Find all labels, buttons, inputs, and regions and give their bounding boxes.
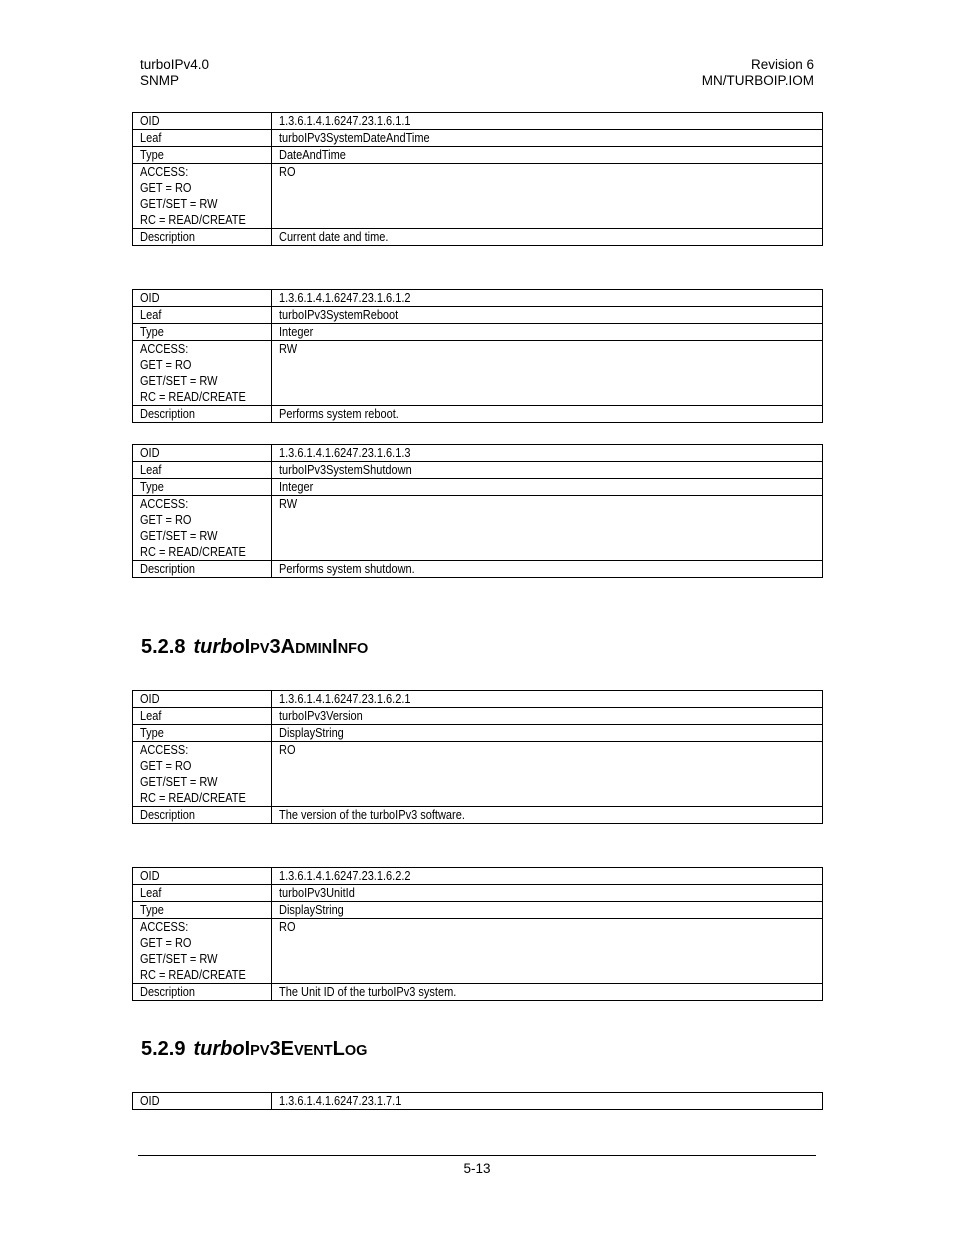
type-label: Type	[140, 325, 164, 339]
oid-label: OID	[140, 1094, 160, 1108]
oid-value: 1.3.6.1.4.1.6247.23.1.6.1.1	[279, 114, 411, 128]
access-getset-label: GET/SET = RW	[140, 197, 218, 211]
description-label: Description	[140, 230, 196, 244]
oid-label: OID	[140, 692, 160, 706]
table-row	[133, 147, 823, 164]
oid-value: 1.3.6.1.4.1.6247.23.1.6.1.2	[279, 291, 411, 305]
access-get-label: GET = RO	[140, 759, 192, 773]
access-value: RO	[279, 743, 296, 757]
product-name: turboIPv4.0	[140, 57, 210, 72]
type-label: Type	[140, 903, 164, 917]
table-row	[133, 725, 823, 742]
oid-value: 1.3.6.1.4.1.6247.23.1.7.1	[279, 1094, 402, 1108]
oid-value: 1.3.6.1.4.1.6247.23.1.6.2.1	[279, 692, 411, 706]
access-get-label: GET = RO	[140, 936, 192, 950]
access-get-label: GET = RO	[140, 358, 192, 372]
leaf-label: Leaf	[140, 709, 162, 723]
oid-label: OID	[140, 869, 160, 883]
description-value: The Unit ID of the turboIPv3 system.	[279, 985, 457, 999]
oid-value: 1.3.6.1.4.1.6247.23.1.6.2.2	[279, 869, 411, 883]
leaf-label: Leaf	[140, 886, 162, 900]
table-row	[133, 708, 823, 725]
oid-value: 1.3.6.1.4.1.6247.23.1.6.1.3	[279, 446, 411, 460]
type-label: Type	[140, 726, 164, 740]
table-row	[133, 113, 823, 130]
leaf-value: turboIPv3SystemReboot	[279, 308, 399, 322]
section-heading-event-log	[141, 1037, 367, 1063]
table-row	[133, 807, 823, 824]
table-row	[133, 307, 823, 324]
type-value: DisplayString	[279, 903, 344, 917]
table-row	[133, 902, 823, 919]
access-label: ACCESS:	[140, 920, 189, 934]
mib-table-event-log	[132, 1092, 823, 1110]
access-label: ACCESS:	[140, 743, 189, 757]
type-value: Integer	[279, 325, 314, 339]
type-value: DateAndTime	[279, 148, 346, 162]
mib-table-system-date-time	[132, 112, 823, 246]
leaf-value: turboIPv3Version	[279, 709, 363, 723]
table-row	[133, 561, 823, 578]
section-heading-admin-info	[141, 635, 368, 661]
access-getset-label: GET/SET = RW	[140, 952, 218, 966]
description-value: The version of the turboIPv3 software.	[279, 808, 465, 822]
access-getset-label: GET/SET = RW	[140, 529, 218, 543]
access-get-label: GET = RO	[140, 181, 192, 195]
page-number: 5-13	[463, 1161, 491, 1176]
table-row	[133, 341, 823, 406]
table-row	[133, 130, 823, 147]
oid-label: OID	[140, 446, 160, 460]
description-label: Description	[140, 985, 196, 999]
section-title-rest: IPV3ADMININFO	[244, 636, 369, 658]
mib-table-system-reboot	[132, 289, 823, 423]
revision: Revision 6	[750, 57, 814, 72]
section-number: 5.2.9	[141, 1038, 186, 1060]
table-row	[133, 462, 823, 479]
leaf-value: turboIPv3SystemDateAndTime	[279, 131, 430, 145]
description-label: Description	[140, 808, 196, 822]
section-title-italic: turbo	[193, 1038, 245, 1060]
type-label: Type	[140, 480, 164, 494]
table-row	[133, 290, 823, 307]
table-row	[133, 885, 823, 902]
table-row	[133, 1093, 823, 1110]
leaf-value: turboIPv3UnitId	[279, 886, 355, 900]
description-value: Performs system shutdown.	[279, 562, 415, 576]
leaf-value: turboIPv3SystemShutdown	[279, 463, 412, 477]
description-label: Description	[140, 562, 196, 576]
access-rc-label: RC = READ/CREATE	[140, 390, 246, 404]
table-row	[133, 496, 823, 561]
type-value: Integer	[279, 480, 314, 494]
type-value: DisplayString	[279, 726, 344, 740]
access-value: RW	[279, 342, 298, 356]
access-get-label: GET = RO	[140, 513, 192, 527]
section-number: 5.2.8	[141, 636, 186, 658]
access-value: RW	[279, 497, 298, 511]
leaf-label: Leaf	[140, 463, 162, 477]
table-row	[133, 691, 823, 708]
header-left	[140, 57, 209, 89]
access-getset-label: GET/SET = RW	[140, 775, 218, 789]
mib-table-system-shutdown	[132, 444, 823, 578]
oid-label: OID	[140, 291, 160, 305]
footer-divider	[138, 1155, 816, 1156]
table-row	[133, 868, 823, 885]
table-row	[133, 445, 823, 462]
section-title-italic: turbo	[193, 636, 245, 658]
access-getset-label: GET/SET = RW	[140, 374, 218, 388]
table-row	[133, 742, 823, 807]
access-label: ACCESS:	[140, 342, 189, 356]
description-value: Performs system reboot.	[279, 407, 399, 421]
oid-label: OID	[140, 114, 160, 128]
table-row	[133, 406, 823, 423]
access-label: ACCESS:	[140, 165, 189, 179]
header-right	[702, 57, 814, 89]
access-rc-label: RC = READ/CREATE	[140, 791, 246, 805]
mib-table-version	[132, 690, 823, 824]
section-title-rest: IPV3EVENTLOG	[244, 1038, 368, 1060]
access-value: RO	[279, 165, 296, 179]
document-id: MN/TURBOIP.IOM	[701, 73, 814, 88]
leaf-label: Leaf	[140, 308, 162, 322]
table-row	[133, 479, 823, 496]
table-row	[133, 984, 823, 1001]
mib-table-unit-id	[132, 867, 823, 1001]
access-rc-label: RC = READ/CREATE	[140, 213, 246, 227]
table-row	[133, 164, 823, 229]
access-rc-label: RC = READ/CREATE	[140, 968, 246, 982]
description-label: Description	[140, 407, 196, 421]
type-label: Type	[140, 148, 164, 162]
table-row	[133, 919, 823, 984]
table-row	[133, 229, 823, 246]
chapter-name: SNMP	[140, 73, 180, 88]
table-row	[133, 324, 823, 341]
access-label: ACCESS:	[140, 497, 189, 511]
leaf-label: Leaf	[140, 131, 162, 145]
access-value: RO	[279, 920, 296, 934]
description-value: Current date and time.	[279, 230, 389, 244]
access-rc-label: RC = READ/CREATE	[140, 545, 246, 559]
